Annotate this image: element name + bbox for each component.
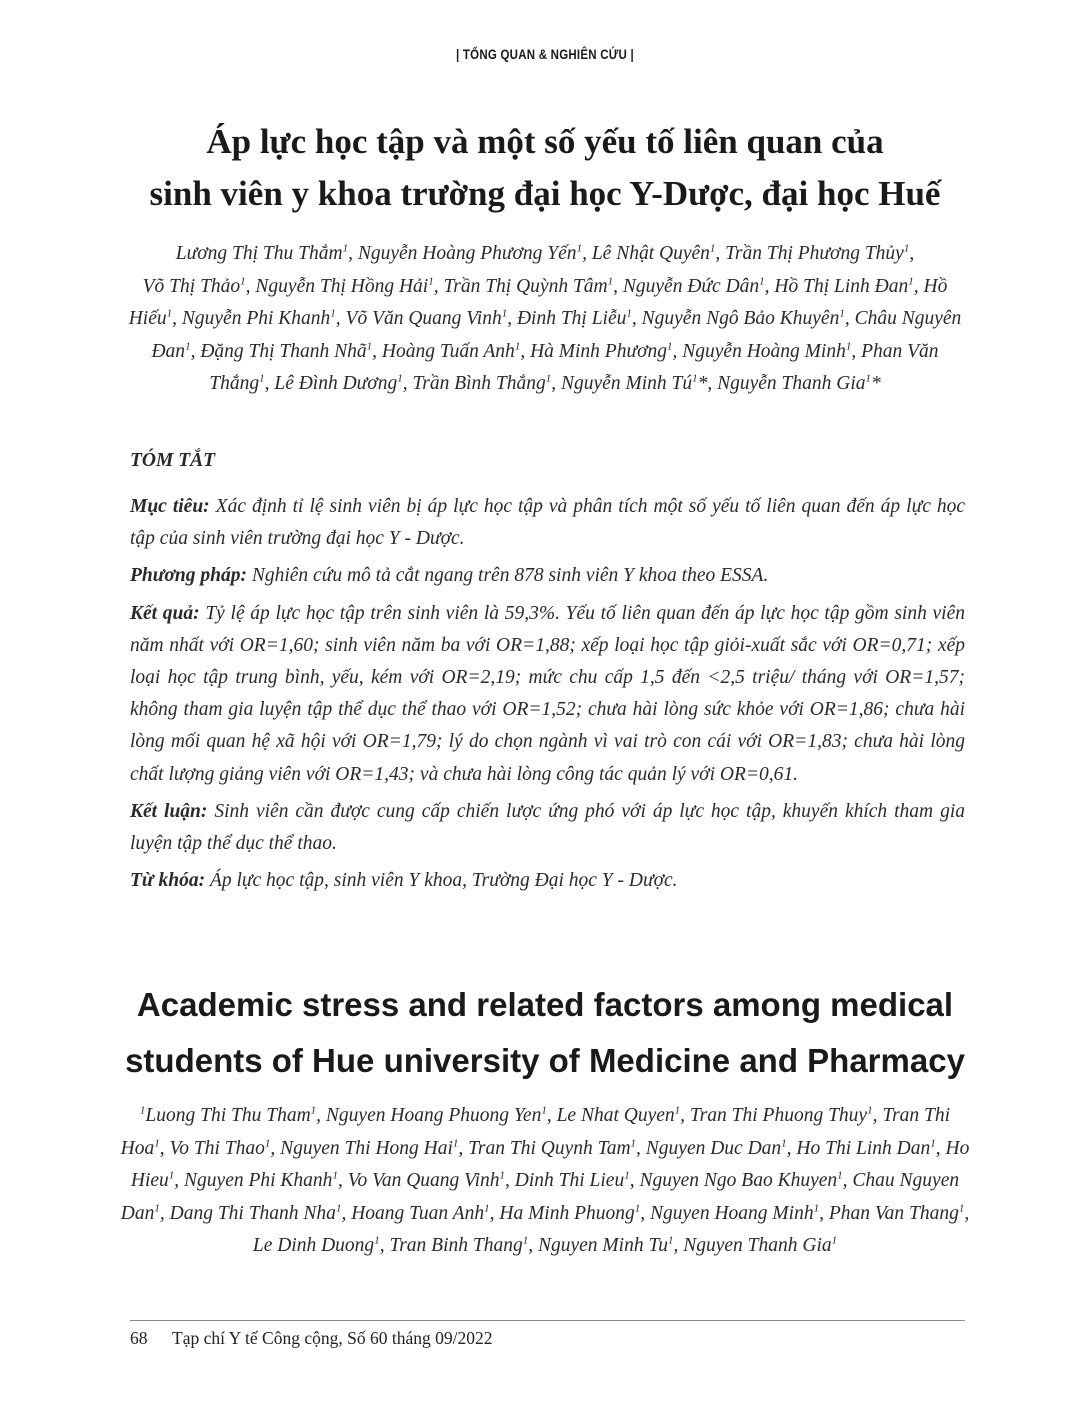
affiliation-mark: 1 xyxy=(674,1104,681,1117)
affiliation-mark: 1 xyxy=(332,1169,338,1182)
affiliation-mark: 1 xyxy=(541,1104,547,1117)
abstract-methods xyxy=(130,560,965,592)
author-name: Luong Thi Thu Tham xyxy=(145,1105,311,1126)
section-tag: | TỔNG QUAN & NGHIÊN CỨU | xyxy=(456,46,634,62)
author-name: Nguyễn Hoàng Phương Yến xyxy=(357,243,577,264)
affiliation-mark: 1 xyxy=(154,1202,160,1214)
english-title xyxy=(60,977,1030,1089)
affiliation-mark: 1 xyxy=(499,1169,506,1182)
affiliation-mark: 1 xyxy=(958,1202,965,1214)
author-name: Nguyen Phi Khanh xyxy=(184,1170,333,1191)
author-name: Hoàng Tuấn Anh xyxy=(381,340,515,362)
methods-text: Nghiên cứu mô tả cắt ngang trên 878 sinh viên Y khoa theo ESSA. xyxy=(251,565,769,587)
conclusion-text: Sinh viên cần được cung cấp chiến lược ứng phó với áp lực học tập, khuyến khích tham gia luyện tập thể dục thể thao. xyxy=(130,800,965,855)
affiliation-mark: 1 xyxy=(397,372,403,385)
english-title-line-1: Academic stress and related factors among medical xyxy=(136,986,954,1023)
affiliation-mark: 1 xyxy=(630,1137,637,1149)
author-name: Võ Văn Quang Vinh xyxy=(345,308,502,329)
affiliation-mark: 1 xyxy=(240,275,246,287)
affiliation-mark: 1 xyxy=(264,1137,271,1149)
keywords-label: Từ khóa: xyxy=(130,870,206,892)
author-name: Đinh Thị Liễu xyxy=(516,308,627,329)
affiliation-mark: 1 xyxy=(259,372,265,385)
affiliation-mark: 1 xyxy=(634,1202,641,1214)
author-name: Phan Van Thang xyxy=(828,1202,959,1224)
affiliation-mark: 1 xyxy=(428,275,434,287)
english-author-list xyxy=(120,1100,970,1263)
affiliation-mark: 1 xyxy=(139,1104,146,1117)
author-name: Tran Thi Phuong Thuy xyxy=(689,1105,868,1126)
affiliation-mark: 1 xyxy=(908,275,914,287)
author-name: Ho Thi Linh Dan xyxy=(796,1137,931,1159)
affiliation-mark: 1 xyxy=(624,1169,630,1182)
affiliation-mark: 1 xyxy=(166,307,173,320)
author-name: Lê Đình Dương xyxy=(274,373,398,394)
affiliation-mark: 1 xyxy=(514,340,521,352)
author-name: Vo Van Quang Vinh xyxy=(347,1170,500,1191)
affiliation-mark: 1 xyxy=(837,1169,843,1182)
author-name: Hoang Tuan Anh xyxy=(351,1202,485,1224)
results-text: Tỷ lệ áp lực học tập trên sinh viên là 59,3%. Yếu tố liên quan đến áp lực học tập gồm sinh viên năm nhất với OR=1,60; sinh viên năm ba với OR=1,88; xếp loại học tập giỏi-xuất sắc với OR=0,71; xếp loại học tập trung bình, yếu, kém với OR=2,19; mức chu cấp 1,5 đến <2,5 triệu/ tháng với OR=1,57; không tham gia luyện tập thể dục thể thao với OR=1,52; chưa hài lòng sức khỏe với OR=1,86; chưa hài lòng mối quan hệ xã hội với OR=1,79; lý do chọn ngành vì vai trò con cái với OR=1,83; chưa hài lòng chất lượng giảng viên với OR=1,43; và chưa hài lòng công tác quản lý với OR=0,61. xyxy=(130,602,966,785)
affiliation-mark: 1 xyxy=(452,1137,459,1149)
affiliation-mark: 1 xyxy=(310,1104,317,1117)
author-name: Nguyen Thanh Gia xyxy=(683,1235,832,1256)
affiliation-mark: 1 xyxy=(330,307,336,320)
affiliation-mark: 1 xyxy=(484,1202,490,1214)
author-name: Nguyen Ngo Bao Khuyen xyxy=(639,1170,838,1191)
author-line: $^1$Luong Thi Thu Tham$^1$, Nguyen Hoang Phuong Yen$^1$, Le Nhat Quyen$^1$, Tran Thi Phuong Thuy$^1$, Tran Thi Hoa$^1$, Vo Thi Thao$^1$, Nguyen Thi Hong Hai$^1$, Tran Thi Quynh Tam$^1$, Nguyen Duc Dan$^1$, Ho Thi Linh Dan$^1$, Ho Hieu$^1$, Nguyen Phi Khanh$^1$, Vo Van Quang Vinh$^1$, Dinh Thi Lieu$^1$, Nguyen Ngo Bao Khuyen$^1$, Chau Nguyen Dan$^1$, Dang Thi Thanh Nha$^1$, Hoang Tuan Anh$^1$, Ha Minh Phuong$^1$, Nguyen Hoang Minh$^1$, Phan Van Thang$^1$, Le Dinh Duong$^1$, Tran Binh Thang$^1$, Nguyen Minh Tu$^1$, Nguyen Thanh Gia$^1$ xyxy=(120,1104,970,1256)
vietnamese-title-line-2: sinh viên y khoa trường đại học Y-Dược, đại học Huế xyxy=(149,174,941,213)
author-name: Ha Minh Phuong xyxy=(499,1202,635,1224)
author-name: Chau Nguyen Dan xyxy=(120,1170,960,1224)
affiliation-mark: 1 xyxy=(626,307,632,320)
vietnamese-author-list xyxy=(120,238,970,401)
author-line: Võ Thị Thảo$^1$, Nguyễn Thị Hồng Hải$^1$, Trần Thị Quỳnh Tâm$^1$, Nguyễn Đức Dân$^1$, Hồ Thị Linh Đan$^1$, Hồ Hiếu$^1$, Nguyễn Phi Khanh$^1$, Võ Văn Quang Vinh$^1$, Đinh Thị Liễu$^1$, Nguyễn Ngô Bảo Khuyên$^1$, Châu Nguyên Đan$^1$, Đặng Thị Thanh Nhã$^1$, Hoàng Tuấn Anh$^1$, Hà Minh Phương$^1$, Nguyễn Hoàng Minh$^1$, Phan Văn Thắng$^1$, Lê Đình Dương$^1$, Trần Bình Thắng$^1$, Nguyễn Minh $Tú^1*$, Nguyễn Thanh Gia$^1$* xyxy=(128,275,962,394)
english-title-line-2: students of Hue university of Medicine and Pharmacy xyxy=(125,1042,965,1079)
affiliation-mark: 1 xyxy=(545,372,552,385)
affiliation-mark: 1 xyxy=(374,1234,380,1247)
methods-label: Phương pháp: xyxy=(130,565,247,587)
abstract-heading: TÓM TẮT xyxy=(130,450,216,471)
page-footer xyxy=(130,1328,492,1349)
keywords-text: Áp lực học tập, sinh viên Y khoa, Trường Đại học Y - Dược. xyxy=(209,870,678,892)
author-name: Phan Văn Thắng xyxy=(209,340,939,394)
author-name: Đặng Thị Thanh Nhã xyxy=(200,340,367,362)
author-name: Nguyen Duc Dan xyxy=(645,1137,782,1159)
affiliation-mark: 1 xyxy=(335,1202,342,1214)
affiliation-mark: 1 xyxy=(607,275,614,287)
affiliation-mark: 1 xyxy=(501,307,508,320)
affiliation-mark: 1 xyxy=(709,242,716,255)
affiliation-mark: 1 xyxy=(154,1137,160,1149)
author-name: Nguyễn Thị Hồng Hải xyxy=(255,275,429,297)
vietnamese-title xyxy=(60,116,1030,220)
affiliation-mark: 1 xyxy=(831,1234,838,1247)
author-name: Hồ Hiếu xyxy=(128,275,948,329)
affiliation-mark: 1 xyxy=(930,1137,936,1149)
abstract-keywords xyxy=(130,865,965,897)
corresponding-mark: * xyxy=(871,373,881,394)
footer-divider xyxy=(130,1320,965,1321)
author-name: Võ Thị Thảo xyxy=(142,275,241,297)
author-name: Nguyễn Hoàng Minh xyxy=(682,340,846,362)
author-line: Lương Thị Thu Thắm$^1$, Nguyễn Hoàng Phương Yến$^1$, Lê Nhật Quyên$^1$, Trần Thị Phương Thủy$^1$, xyxy=(175,242,915,264)
affiliation-mark: 1 xyxy=(813,1202,820,1214)
author-name: Nguyen Minh Tu xyxy=(537,1235,668,1256)
journal-citation: Tạp chí Y tế Công cộng, Số 60 tháng 09/2022 xyxy=(172,1328,493,1348)
affiliation-mark: 1 xyxy=(865,372,872,385)
abstract-section xyxy=(130,445,965,902)
affiliation-mark: 1 xyxy=(781,1137,787,1149)
abstract-results xyxy=(130,598,965,791)
objective-text: Xác định tỉ lệ sinh viên bị áp lực học tập và phân tích một số yếu tố liên quan đến áp lực học tập của sinh viên trường đại học Y - Dược. xyxy=(130,496,966,550)
author-name: Hồ Thị Linh Đan xyxy=(774,275,909,297)
affiliation-mark: 1 xyxy=(576,242,583,255)
affiliation-mark: 1 xyxy=(522,1234,529,1247)
author-name: Tran Thi Quynh Tam xyxy=(468,1137,631,1159)
author-name: Lương Thị Thu Thắm xyxy=(175,243,343,264)
author-name: Dang Thi Thanh Nha xyxy=(169,1202,336,1224)
affiliation-mark: 1 xyxy=(692,372,698,385)
page-number: 68 xyxy=(130,1328,148,1348)
author-name: Nguyen Hoang Phuong Yen xyxy=(325,1105,542,1126)
author-name: Vo Thi Thao xyxy=(169,1137,265,1159)
author-name: Tran Thi Hoa xyxy=(120,1105,951,1159)
author-name: Trần Thị Quỳnh Tâm xyxy=(443,275,608,297)
author-name: Trần Thị Phương Thủy xyxy=(725,243,904,264)
affiliation-mark: 1 xyxy=(366,340,373,352)
author-name: Le Dinh Duong xyxy=(252,1235,375,1256)
affiliation-mark: 1 xyxy=(342,242,349,255)
abstract-objective xyxy=(130,491,965,555)
author-name: Tran Binh Thang xyxy=(389,1235,523,1256)
author-name: Le Nhat Quyen xyxy=(556,1105,675,1126)
author-name: Nguyen Hoang Minh xyxy=(650,1202,814,1224)
author-name: Dinh Thi Lieu xyxy=(514,1170,625,1191)
affiliation-mark: 1 xyxy=(759,275,765,287)
results-label: Kết quả: xyxy=(130,602,200,624)
author-name: Hà Minh Phương xyxy=(530,340,668,362)
affiliation-mark: 1 xyxy=(845,340,852,352)
corresponding-mark: * xyxy=(697,373,708,394)
author-name: Nguyen Thi Hong Hai xyxy=(280,1137,453,1159)
abstract-conclusion xyxy=(130,796,965,860)
vietnamese-title-line-1: Áp lực học tập và một số yếu tố liên quan của xyxy=(206,122,884,161)
conclusion-label: Kết luận: xyxy=(130,800,208,822)
author-name: Lê Nhật Quyên xyxy=(591,243,710,264)
affiliation-mark: 1 xyxy=(667,340,673,352)
affiliation-mark: 1 xyxy=(867,1104,873,1117)
author-name: Nguyễn Ngô Bảo Khuyên xyxy=(641,308,840,329)
author-name: Ho Hieu xyxy=(130,1137,970,1191)
affiliation-mark: 1 xyxy=(168,1169,175,1182)
author-name: Nguyễn Phi Khanh xyxy=(181,308,331,329)
objective-label: Mục tiêu: xyxy=(130,496,210,517)
affiliation-mark: 1 xyxy=(903,242,910,255)
author-name: Nguyễn Đức Dân xyxy=(622,275,760,297)
affiliation-mark: 1 xyxy=(667,1234,674,1247)
author-name: Nguyễn Thanh Gia xyxy=(717,373,866,394)
author-name: Trần Bình Thắng xyxy=(412,373,546,394)
author-name: Nguyễn Minh Tú xyxy=(561,373,693,394)
affiliation-mark: 1 xyxy=(839,307,845,320)
affiliation-mark: 1 xyxy=(185,340,191,352)
author-name: Châu Nguyên Đan xyxy=(151,308,962,362)
